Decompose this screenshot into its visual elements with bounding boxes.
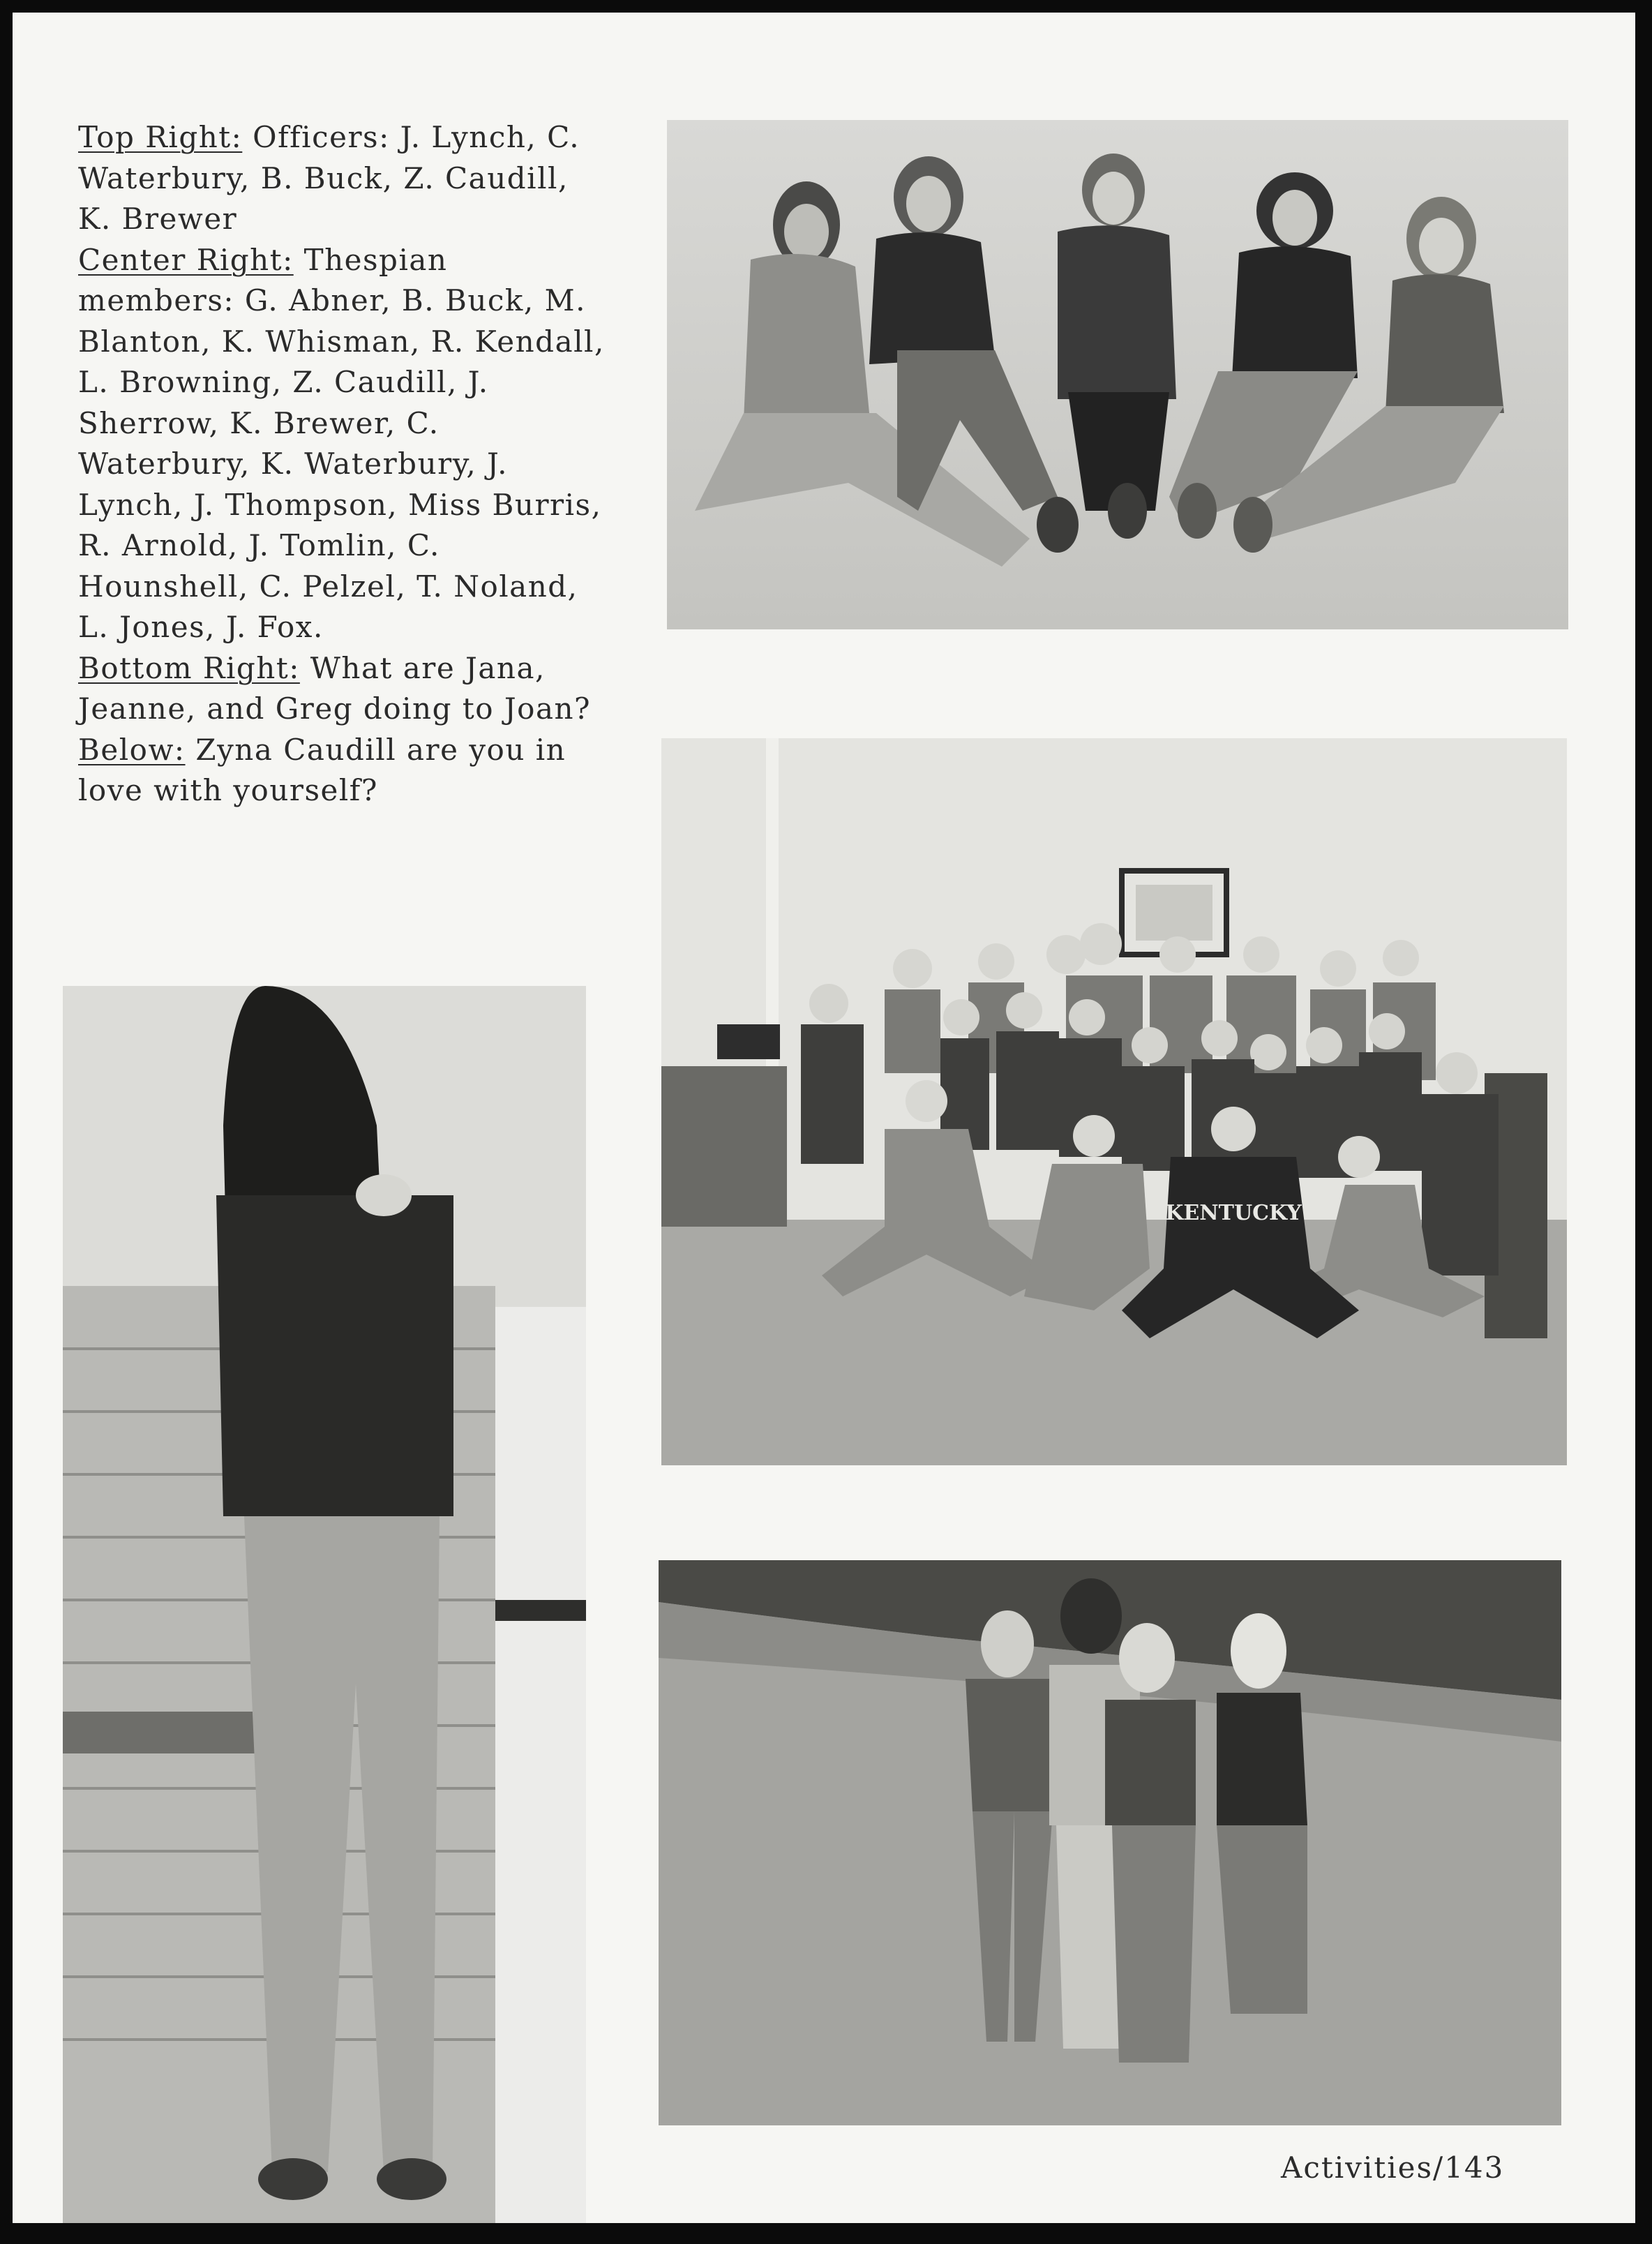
caption-center-right-text: Thespian members: G. Abner, B. Buck, M. Blanton, K. Whisman, R. Kendall, L. Browning, Z. Caudill, J. Sherrow, K. Brewer, C. Waterbury, K. Waterbury, J. Lynch, J. Thompson, Miss Burris, R. Arnold, J. Tomlin, C. Hounshell, C. Pelzel, T. Noland, L. Jones, J. Fox. <box>78 242 605 644</box>
caption-center-right <box>78 240 608 648</box>
photo-thespian-members <box>661 738 1567 1465</box>
caption-top-right <box>78 117 608 240</box>
caption-bottom-right-text: What are Jana, Jeanne, and Greg doing to Joan? <box>78 650 592 726</box>
caption-bottom-right-label: Bottom Right: <box>78 650 300 685</box>
caption-below-label: Below: <box>78 732 186 767</box>
photo-officers <box>667 120 1568 629</box>
caption-bottom-right <box>78 648 608 730</box>
caption-top-right-label: Top Right: <box>78 120 243 154</box>
caption-below <box>78 730 608 811</box>
yearbook-page <box>13 13 1635 2223</box>
caption-below-text: Zyna Caudill are you in love with yourself? <box>78 732 566 807</box>
photo-outdoor-group <box>659 1560 1561 2125</box>
kentucky-sweater-text: KENTUCKY <box>1165 1201 1302 1225</box>
caption-center-right-label: Center Right: <box>78 242 294 277</box>
photo-girl-at-wall <box>63 986 586 2223</box>
page-number: Activities/143 <box>1281 2150 1505 2185</box>
caption-top-right-text: Officers: J. Lynch, C. Waterbury, B. Buck, Z. Caudill, K. Brewer <box>78 120 580 236</box>
photo-captions <box>78 117 608 811</box>
